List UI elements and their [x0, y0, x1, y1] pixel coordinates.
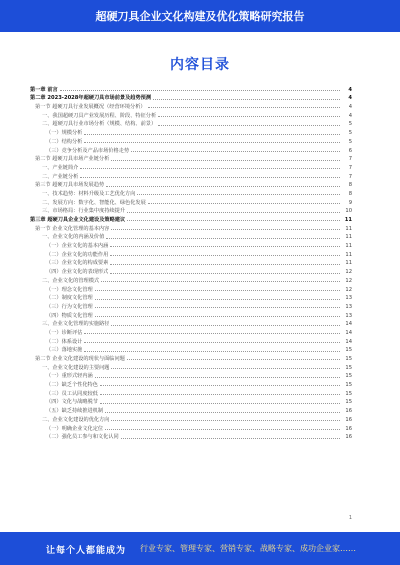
toc-entry[interactable] — [30, 214, 352, 223]
toc-leader-dots — [84, 134, 340, 135]
toc-entry-text: （一）企业文化的基本内涵 — [46, 243, 109, 250]
toc-entry-text: （三）落地实施 — [46, 347, 83, 354]
toc-leader-dots — [110, 246, 340, 247]
toc-leader-dots — [110, 264, 340, 265]
page-number: 1 — [348, 515, 352, 521]
toc-entry-text: 三、企业文化管理的实施路径 — [42, 321, 110, 328]
toc-entry-page: 12 — [345, 277, 352, 284]
toc-entry-text: 第二节 企业文化建设的现状与面临问题 — [35, 356, 125, 362]
toc-leader-dots — [84, 342, 340, 343]
toc-entry-text: （四）企业文化的表现形式 — [46, 269, 109, 276]
toc-entry-text: （二）结构分析 — [46, 138, 83, 145]
toc-entry-page: 11 — [344, 217, 352, 223]
toc-leader-dots — [127, 359, 340, 360]
toc-entry[interactable] — [30, 388, 352, 397]
toc-entry[interactable] — [30, 345, 352, 354]
toc-heading: 内容目录 — [170, 57, 230, 73]
toc-entry-text: （三）竞争分析及产品市场价格走势 — [46, 147, 130, 154]
toc-entry-page: 15 — [345, 356, 352, 362]
toc-leader-dots — [110, 273, 340, 274]
toc-leader-dots — [158, 125, 340, 126]
toc-leader-dots — [106, 186, 340, 187]
toc-leader-dots — [111, 229, 340, 230]
toc-entry-text: 二、企业文化建设的优化方向 — [42, 416, 110, 423]
toc-entry[interactable] — [30, 371, 352, 380]
toc-entry[interactable] — [30, 240, 352, 249]
toc-entry-page: 16 — [345, 425, 352, 432]
toc-entry[interactable] — [30, 127, 352, 136]
toc-entry[interactable] — [30, 397, 352, 406]
toc-entry[interactable] — [30, 84, 352, 93]
toc-leader-dots — [105, 429, 340, 430]
toc-entry-page: 5 — [348, 130, 352, 137]
toc-entry-page: 15 — [345, 390, 352, 397]
toc-entry-text: 第一章 前言 — [30, 86, 58, 93]
toc-leader-dots — [80, 177, 340, 178]
toc-leader-dots — [158, 116, 340, 117]
toc-entry-text: 一、我国超硬刀具产业发展历程、阶段、特征分析 — [42, 112, 157, 119]
toc-entry-page: 7 — [348, 173, 352, 180]
toc-leader-dots — [84, 142, 340, 143]
toc-entry[interactable] — [30, 319, 352, 328]
toc-entry-page: 11 — [345, 260, 352, 267]
toc-entry-page: 16 — [345, 408, 352, 415]
toc-entry-page: 11 — [345, 234, 352, 241]
toc-entry-text: （三）行为文化管理 — [46, 303, 93, 310]
toc-entry-text: 第二章 2023-2028年超硬刀具市场前景及趋势预测 — [30, 95, 152, 102]
toc-entry[interactable] — [30, 362, 352, 371]
toc-leader-dots — [148, 107, 340, 108]
toc-entry-page: 4 — [348, 104, 352, 111]
toc-leader-dots — [95, 299, 340, 300]
toc-entry-page: 5 — [348, 138, 352, 145]
toc-entry-page: 13 — [345, 295, 352, 302]
toc-entry[interactable] — [30, 101, 352, 110]
toc-entry[interactable] — [30, 275, 352, 284]
toc-leader-dots — [121, 438, 340, 439]
toc-entry-page: 13 — [345, 312, 352, 319]
toc-entry-page: 12 — [345, 286, 352, 293]
toc-leader-dots — [137, 194, 340, 195]
toc-entry-page: 15 — [345, 382, 352, 389]
toc-leader-dots — [84, 333, 340, 334]
toc-leader-dots — [100, 394, 340, 395]
toc-leader-dots — [127, 212, 340, 213]
toc-leader-dots — [95, 316, 340, 317]
toc-entry-text: 二、发展方向：数字化、智能化、绿色化发展 — [42, 199, 146, 206]
toc-entry-page: 11 — [345, 225, 352, 232]
toc-leader-dots — [111, 368, 340, 369]
toc-entry-page: 9 — [348, 199, 352, 206]
toc-entry[interactable] — [30, 336, 352, 345]
toc-entry[interactable] — [30, 171, 352, 180]
toc-entry[interactable] — [30, 327, 352, 336]
toc-entry-page: 14 — [345, 329, 352, 336]
toc-entry-text: 第三章 超硬刀具企业文化建设及策略建议 — [30, 217, 126, 223]
toc-leader-dots — [100, 385, 340, 386]
toc-entry-page: 14 — [345, 321, 352, 328]
toc-entry[interactable] — [30, 258, 352, 267]
toc-entry[interactable] — [30, 197, 352, 206]
toc-entry[interactable] — [30, 405, 352, 414]
toc-entry[interactable] — [30, 293, 352, 302]
toc-entry[interactable] — [30, 110, 352, 119]
report-title: 超硬刀具企业文化构建及优化策略研究报告 — [95, 10, 305, 23]
toc-leader-dots — [106, 238, 340, 239]
toc-leader-dots — [153, 99, 340, 100]
toc-entry-text: 二、企业文化的管理模式 — [42, 277, 100, 284]
toc-leader-dots — [111, 420, 340, 421]
toc-entry-text: 第三节 超硬刀具市场发展趋势 — [35, 182, 105, 189]
toc-entry[interactable] — [30, 353, 352, 362]
toc-entry[interactable] — [30, 136, 352, 145]
toc-entry[interactable] — [30, 423, 352, 432]
toc-entry-page: 16 — [345, 434, 352, 441]
toc-entry-text: （一）重形式轻内涵 — [46, 373, 93, 380]
toc-leader-dots — [111, 325, 340, 326]
toc-entry-page: 5 — [348, 121, 352, 128]
toc-entry-page: 10 — [345, 208, 352, 215]
toc-entry-text: （二）强化员工参与和文化认同 — [46, 434, 119, 441]
footer-bar — [0, 532, 400, 565]
toc-entry-page: 7 — [348, 164, 352, 171]
toc-entry[interactable] — [30, 266, 352, 275]
toc-leader-dots — [101, 281, 340, 282]
toc-entry[interactable] — [30, 223, 352, 232]
toc-entry-text: （三）员工认同度较低 — [46, 390, 98, 397]
toc-entry-text: （二）缺乏个性化特色 — [46, 382, 98, 389]
toc-entry[interactable] — [30, 206, 352, 215]
toc-entry[interactable] — [30, 154, 352, 163]
toc-leader-dots — [80, 168, 340, 169]
toc-entry[interactable] — [30, 162, 352, 171]
toc-entry-text: 第一节 超硬刀具行业发展概况（经营环境分析） — [35, 104, 146, 111]
toc-entry-text: （五）缺乏持续推进机制 — [46, 408, 104, 415]
toc-entry[interactable] — [30, 301, 352, 310]
toc-entry-page: 8 — [348, 190, 352, 197]
toc-entry-page: 11 — [345, 251, 352, 258]
toc-entry[interactable] — [30, 414, 352, 423]
toc-leader-dots — [111, 160, 340, 161]
toc-entry[interactable] — [30, 284, 352, 293]
toc-entry[interactable] — [30, 188, 352, 197]
toc-entry-text: （二）制度文化管理 — [46, 295, 93, 302]
toc-entry-text: 一、企业文化的内涵及价值 — [42, 234, 105, 241]
toc-entry-text: （一）规模分析 — [46, 130, 83, 137]
toc-leader-dots — [95, 377, 340, 378]
toc-entry-text: 一、技术趋势：材料升级及工艺优化方向 — [42, 190, 136, 197]
toc-entry-text: 二、超硬刀具行业市场分析（规模、结构、前景） — [42, 121, 157, 128]
toc-leader-dots — [95, 290, 340, 291]
toc-leader-dots — [95, 307, 340, 308]
toc-entry-text: （一）诊断评估 — [46, 329, 83, 336]
toc-entry-page: 16 — [345, 416, 352, 423]
toc-entry-page: 4 — [348, 112, 352, 119]
toc-entry-text: 第一节 企业文化管理的基本内容 — [35, 225, 110, 232]
toc-entry[interactable] — [30, 432, 352, 441]
toc-leader-dots — [110, 255, 340, 256]
toc-entry-page: 15 — [345, 364, 352, 371]
toc-entry-page: 15 — [345, 399, 352, 406]
toc-entry-text: 第二节 超硬刀具市场产业链分析 — [35, 156, 110, 163]
toc-entry[interactable] — [30, 379, 352, 388]
toc-entry-text: （二）企业文化的功能作用 — [46, 251, 109, 258]
toc-entry-page: 6 — [348, 147, 352, 154]
toc-entry[interactable] — [30, 310, 352, 319]
toc-entry-page: 13 — [345, 303, 352, 310]
toc-entry[interactable] — [30, 180, 352, 189]
toc-entry-text: （三）企业文化的构成要素 — [46, 260, 109, 267]
toc-entry-page: 7 — [348, 156, 352, 163]
toc-entry-page: 14 — [345, 338, 352, 345]
toc-entry-text: （四）文化与战略脱节 — [46, 399, 98, 406]
toc-entry-page: 8 — [348, 182, 352, 189]
toc-entry-text: （二）体系设计 — [46, 338, 83, 345]
toc-leader-dots — [100, 403, 340, 404]
footer-roles: 行业专家、管理专家、营销专家、战略专家、成功企业家…… — [140, 544, 356, 553]
toc-leader-dots — [127, 220, 340, 221]
toc-entry-page: 4 — [348, 95, 352, 102]
toc-leader-dots — [60, 90, 340, 91]
toc-entry-text: （一）理念文化管理 — [46, 286, 93, 293]
toc-entry-page: 11 — [345, 243, 352, 250]
toc-leader-dots — [148, 203, 340, 204]
toc-leader-dots — [131, 151, 340, 152]
toc-entry-text: 三、市场格局：行业集中度持续提升 — [42, 208, 126, 215]
toc-entry[interactable] — [30, 119, 352, 128]
toc-entry-text: （四）物质文化管理 — [46, 312, 93, 319]
toc-leader-dots — [84, 351, 340, 352]
header-bar — [0, 0, 400, 32]
toc-entry[interactable] — [30, 249, 352, 258]
toc-entry-text: 一、企业文化建设的主要问题 — [42, 364, 110, 371]
toc-entry-page: 15 — [345, 373, 352, 380]
table-of-contents — [30, 84, 352, 522]
toc-entry-text: 二、产业链分析 — [42, 173, 79, 180]
toc-entry[interactable] — [30, 145, 352, 154]
toc-entry-page: 12 — [345, 269, 352, 276]
toc-entry[interactable] — [30, 232, 352, 241]
toc-leader-dots — [105, 412, 340, 413]
toc-entry[interactable] — [30, 93, 352, 102]
toc-entry-page: 15 — [345, 347, 352, 354]
toc-entry-text: 一、产业链简介 — [42, 164, 79, 171]
toc-entry-text: （一）明确企业文化定位 — [46, 425, 104, 432]
footer-slogan: 让每个人都能成为 — [46, 546, 127, 556]
toc-entry-page: 4 — [348, 86, 352, 93]
